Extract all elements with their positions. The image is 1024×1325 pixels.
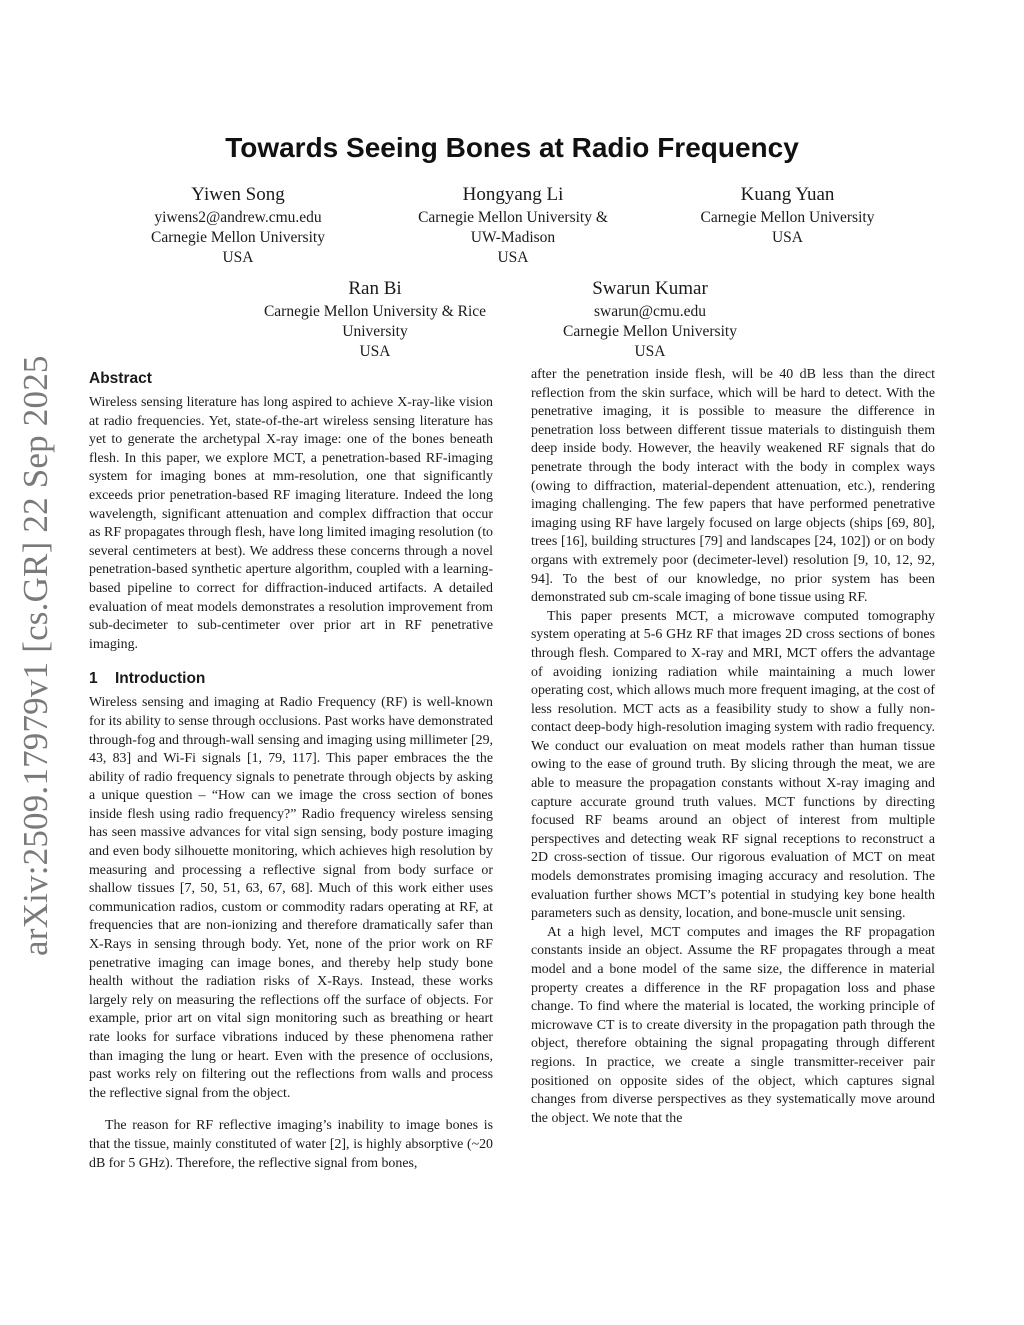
section-title: Introduction: [115, 670, 206, 688]
body-paragraph: At a high level, MCT computes and images the RF propagation constants inside an object. Assume the RF propagates through a meat model and a bone model of the same size, the difference in material property creates a difference in the RF propagation loss and phase change. To find where the material is located, the working principle of microwave CT is to create diversity in the propagation path through the object, therefore obtaining the signal propagating through different regions. In practice, we create a single transmitter-receiver pair positioned on opposite sides of the object, which captures signal changes from diverse perspectives as they systematically move around the object. We note that the: [531, 924, 935, 1126]
author-block: [530, 276, 770, 362]
author-country: USA: [634, 343, 666, 360]
right-column: [531, 366, 935, 1128]
author-block: [245, 276, 505, 362]
paper-title: Towards Seeing Bones at Radio Frequency: [225, 132, 799, 163]
author-name: Yiwen Song: [191, 184, 285, 205]
author-country: USA: [359, 343, 391, 360]
arxiv-sidebar-stamp: [0, 0, 55, 956]
author-country: USA: [222, 249, 254, 266]
author-affiliation: Carnegie Mellon University: [151, 229, 325, 246]
author-country: USA: [497, 249, 529, 266]
author-affiliation: Carnegie Mellon University: [563, 323, 737, 340]
author-country: USA: [771, 229, 803, 246]
body-paragraph: after the penetration inside flesh, will be 40 dB less than the direct reflection from the skin surface, which will be hard to detect. With the penetrative imaging, it is possible to measure the difference in penetration loss between different tissue materials to distinguish them deep inside body. However, the heavily weakened RF signals that do penetrate through the body interact with the body in complex ways (owing to diffraction, material-dependent attenuation, etc.), rendering imaging challenging. The few papers that have performed penetrative imaging using RF have largely focused on large objects (ships [69, 80], trees [16], building structures [79] and landscapes [24, 102]) or on body organs with extremely poor (decimeter-level) resolution [9, 10, 12, 92, 94]. To the best of our knowledge, no prior system has been demonstrated sub cm-scale imaging of bone tissue using RF.: [531, 367, 935, 606]
author-block: [118, 182, 358, 268]
author-block: [670, 182, 905, 248]
left-column: [89, 366, 493, 1173]
arxiv-identifier: arXiv:2509.17979v1 [cs.GR] 22 Sep 2025: [16, 355, 55, 956]
author-affiliation: University: [342, 323, 408, 340]
author-name: Kuang Yuan: [740, 184, 835, 205]
author-block: [393, 182, 633, 268]
author-email: yiwens2@andrew.cmu.edu: [154, 209, 322, 226]
abstract-heading: Abstract: [89, 370, 152, 387]
author-email: swarun@cmu.edu: [594, 303, 706, 320]
body-paragraph: Wireless sensing and imaging at Radio Frequency (RF) is well-known for its ability to sense through occlusions. Past works have demonstrated through-fog and through-wall sensing and imaging using millimeter [29, 43, 83] and Wi-Fi signals [1, 79, 117]. This paper embraces the the ability of radio frequency signals to penetrate through objects by asking a unique question – “How can we image the cross section of bones inside flesh using radio frequency?” Radio frequency wireless sensing has seen massive advances for vital sign sensing, body posture imaging and even body silhouette monitoring, which achieves high resolution by measuring and processing a reflective signal from body surface or shallow tissues [7, 50, 51, 63, 67, 68]. Much of this work either uses communication radios, custom or commodity radars operating at RF, at frequencies that are non-ionizing and therefore dramatically safer than X-Rays in sensing through body. Yet, none of the prior work on RF penetrative imaging can image bones, and thereby help study bone health without the radiation risks of X-Rays. Instead, these works largely rely on measuring the reflections off the surface of objects. For example, prior art on vital sign monitoring such as breathing or heart rate looks for surface vibrations induced by these phenomena rather than imaging the lung or heart. Even with the presence of occlusions, past works rely on filtering out the reflections from walls and process the reflective signal from the object.: [89, 695, 493, 1101]
author-affiliation: UW-Madison: [470, 229, 556, 246]
author-name: Ran Bi: [348, 278, 402, 299]
section-number: 1: [89, 670, 98, 688]
author-name: Hongyang Li: [462, 184, 564, 205]
abstract-text: Wireless sensing literature has long aspired to achieve X-ray-like vision at radio frequencies. Yet, state-of-the-art wireless sensing literature has yet to generate the archetypal X-ray image: one of the bones beneath flesh. In this paper, we explore MCT, a penetration-based RF-imaging system for imaging bones at mm-resolution, one that significantly exceeds prior penetration-based RF imaging literature. Indeed the long wavelength, significant attenuation and complex diffraction that occur as RF propagates through flesh, have long limited imaging resolution (to several centimeters at best). We address these concerns through a novel penetration-based synthetic aperture algorithm, coupled with a learning-based pipeline to correct for diffraction-induced artifacts. A detailed evaluation of meat models demonstrates a resolution improvement from sub-decimeter to sub-centimeter over prior art in RF penetrative imaging.: [89, 395, 493, 652]
author-affiliation: Carnegie Mellon University: [700, 209, 875, 226]
author-affiliation: Carnegie Mellon University &: [418, 209, 608, 226]
body-paragraph: The reason for RF reflective imaging’s inability to image bones is that the tissue, mainly constituted of water [2], is highly absorptive (~20 dB for 5 GHz). Therefore, the reflective signal from bones,: [89, 1118, 493, 1171]
author-name: Swarun Kumar: [592, 278, 708, 299]
introduction-heading: [89, 668, 493, 690]
author-affiliation: Carnegie Mellon University & Rice: [263, 303, 487, 320]
body-paragraph: This paper presents MCT, a microwave computed tomography system operating at 5-6 GHz RF that images 2D cross sections of bones through flesh. Compared to X-ray and MRI, MCT offers the advantage of avoiding ionizing radiation while maintaining a much lower operating cost, which allows much more frequent imaging, at the cost of less resolution. MCT acts as a feasibility study to show a fully non-contact deep-body high-resolution imaging system with radio frequency. We conduct our evaluation on meat models rather than human tissue owing to the ease of ground truth. By slicing through the meat, we are able to measure the propagation constants without X-ray imaging and capture accurate ground truth values. MCT functions by directing focused RF beams around an object of interest from multiple perspectives and detecting weak RF signal receptions to reconstruct a 2D cross-section of tissue. Our rigorous evaluation of MCT on meat models demonstrates promising imaging accuracy and resolution. The evaluation further shows MCT’s potential in studying key bone health parameters such as density, location, and bone-muscle unit sensing.: [531, 608, 935, 922]
